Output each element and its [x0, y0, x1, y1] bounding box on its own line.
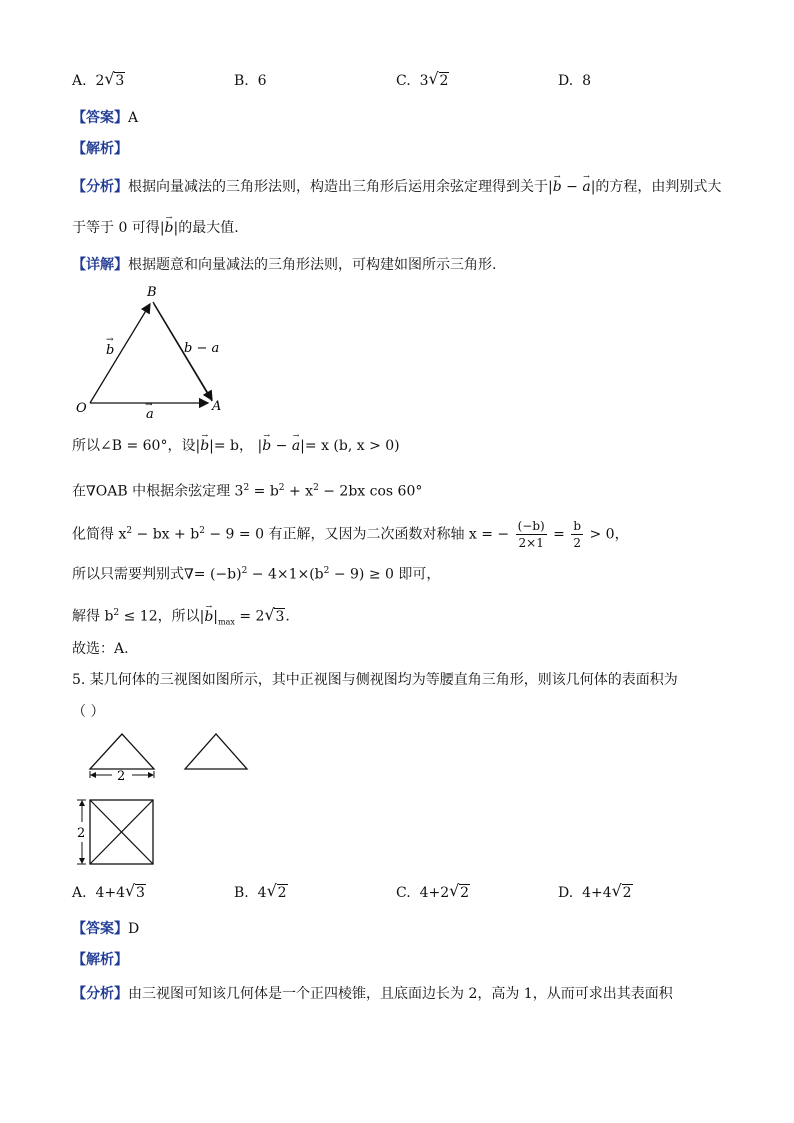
analysis-heading: 【解析】: [72, 141, 128, 157]
side-view-triangle: [185, 734, 247, 769]
label-o: O: [76, 401, 87, 416]
front-view-triangle: [90, 734, 154, 769]
derivation-line-1: 所以∠B = 60°，设|→ b|= b， |→ b − → a|= x (b, x > 0): [72, 436, 400, 456]
vector-triangle-figure: [72, 282, 232, 422]
derivation-line-3: 化简得 $x^2$ − bx + $b^2 - 9 = 0$ 有正解，又因为二次函数对称轴 x = − $\frac{(-b)}{2\times 1}$ = $\frac{b}{2}$ > 0，: [72, 519, 629, 551]
fenxi-line-1: 【分析】根据向量减法的三角形法则，构造出三角形后运用余弦定理得到关于|→ b − → a|的方程，由判别式大: [72, 177, 721, 197]
q5-analysis-heading: 【解析】: [72, 952, 128, 968]
dim-front-label: 2: [117, 769, 126, 784]
arrow-vec-a: →: [145, 400, 153, 410]
detail-line: 【详解】根据题意和向量减法的三角形法则，可构建如图所示三角形.: [72, 257, 497, 273]
q5-option-b: B. 4√ 2: [234, 883, 288, 903]
derivation-line-2: 在∇OAB 中根据余弦定理 $3^2 = b^2 + x^2 - 2bx$ cos 60°: [72, 483, 423, 500]
label-vec-b: b: [106, 343, 115, 358]
fenxi-line-2: 于等于 0 可得|→ b|的最大值.: [72, 218, 239, 238]
conclusion-line: 故选：A.: [72, 641, 129, 657]
label-vec-a: a: [146, 407, 154, 422]
label-vec-b-minus-a: b − a: [184, 341, 220, 356]
three-views-figure: [72, 722, 262, 872]
dim-top-label: 2: [77, 826, 86, 841]
option-a: A. 2√ 3: [72, 71, 125, 91]
label-b: B: [147, 285, 157, 300]
q5-option-c: C. 4+2√ 2: [396, 883, 470, 903]
q5-option-a: A. 4+4√ 3: [72, 883, 146, 903]
option-b: B. 6: [234, 73, 267, 89]
q5-fenxi-line: 【分析】由三视图可知该几何体是一个正四棱锥，且底面边长为 2，高为 1，从而可求出其表面积: [72, 986, 673, 1002]
derivation-line-5: 解得 $b^2 \le 12$，所以|→ $b|_{max} = 2√$ 3.: [72, 603, 290, 632]
option-c: C. 3√ 2: [396, 71, 449, 91]
label-a: A: [212, 399, 222, 414]
q5-stem-line-1: 5. 某几何体的三视图如图所示，其中正视图与侧视图均为等腰直角三角形，则该几何体的表面积为: [72, 672, 678, 688]
q5-stem-line-2: （ ）: [72, 704, 105, 720]
q5-option-d: D. 4+4√ 2: [558, 883, 633, 903]
arrow-vec-b: →: [106, 335, 114, 345]
vector-b-line: [90, 304, 150, 403]
q5-answer-line: 【答案】D: [72, 921, 140, 937]
option-d: D. 8: [558, 73, 592, 89]
answer-line: 【答案】A: [72, 110, 139, 126]
derivation-line-4: 所以只需要判别式∇= $(-b)^2 - 4\times 1\times(b^2 - 9) \ge 0$ 即可，: [72, 566, 441, 583]
